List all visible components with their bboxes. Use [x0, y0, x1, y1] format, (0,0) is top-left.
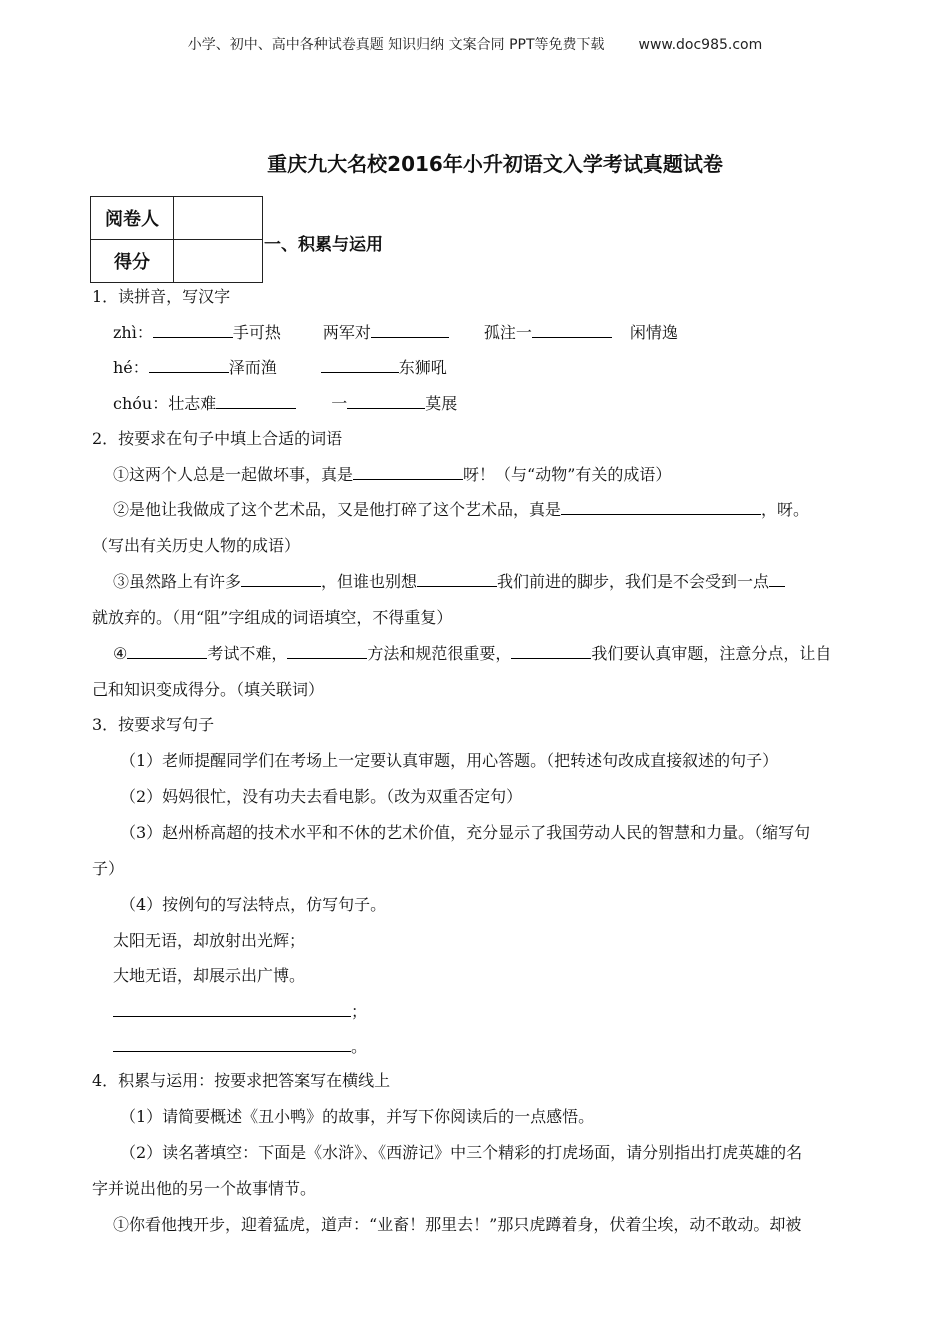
q3-p2: （2）妈妈很忙，没有功夫去看电影。（改为双重否定句）: [120, 787, 523, 806]
answer-blank[interactable]: [347, 393, 425, 409]
q2-title: 2．按要求在句子中填上合适的词语: [92, 429, 343, 448]
q1-title: 1．读拼音，写汉字: [92, 287, 231, 306]
q1-chou-line: [113, 393, 457, 415]
answer-blank[interactable]: [113, 1036, 351, 1052]
q1-zhi-d: 闲情逸: [629, 323, 678, 342]
score-label: 得分: [91, 240, 174, 283]
score-table: [90, 196, 263, 283]
q1-he-label: hé：: [113, 358, 149, 377]
answer-blank[interactable]: [127, 643, 207, 659]
q1-chou-c: 莫展: [425, 394, 458, 413]
q1-zhi-label: zhì：: [113, 323, 153, 342]
answer-blank[interactable]: [287, 643, 367, 659]
q2-s4-b: 考试不难，: [207, 644, 288, 663]
q2-s1-hint: 呀！（与“动物”有关的成语）: [463, 465, 672, 484]
answer-blank[interactable]: [153, 322, 233, 338]
q2-s2-end: ，呀。: [761, 500, 810, 519]
q2-s1: [113, 464, 671, 486]
q3-answer-line-2: [113, 1036, 367, 1058]
q3-p3-cont: 子）: [92, 859, 125, 878]
q2-s4-num: ④: [113, 644, 128, 663]
q2-s3-hint: 就放弃的。（用“阻”字组成的词语填空，不得重复）: [92, 608, 453, 627]
q3-answer-line-1: [113, 1001, 367, 1023]
q1-he-b: 东狮吼: [398, 358, 447, 377]
answer-blank[interactable]: [241, 571, 321, 587]
answer-blank[interactable]: [417, 571, 497, 587]
q1-chou-b: 一: [331, 394, 348, 413]
answer-blank[interactable]: [216, 393, 296, 409]
page-header: [0, 34, 950, 54]
reviewer-label: 阅卷人: [91, 197, 174, 240]
q3-p4: （4）按例句的写法特点，仿写句子。: [120, 895, 387, 914]
page-title: 重庆九大名校2016年小升初语文入学考试真题试卷: [267, 152, 723, 176]
q2-s3-rest: 我们前进的脚步，我们是不会受到一点: [497, 572, 770, 591]
answer-blank[interactable]: [149, 357, 229, 373]
q1-he-line: [113, 357, 447, 379]
section-heading: 一、积累与运用: [264, 235, 383, 255]
q3-end-1: ；: [351, 1002, 368, 1021]
q2-s4: [113, 643, 831, 665]
reviewer-field[interactable]: [174, 197, 263, 240]
answer-blank[interactable]: [511, 643, 591, 659]
answer-blank[interactable]: [371, 322, 449, 338]
q1-zhi-line: [113, 322, 678, 344]
q2-s3-text: ③虽然路上有许多: [113, 572, 242, 591]
q3-example-1: 太阳无语，却放射出光辉；: [113, 931, 306, 950]
answer-blank[interactable]: [561, 499, 761, 515]
q4-p2-cont: 字并说出他的另一个故事情节。: [92, 1179, 317, 1198]
q4-p3: ①你看他拽开步，迎着猛虎，道声：“业畜！那里去！”那只虎蹲着身，伏着尘埃，动不敢动。却被: [113, 1215, 802, 1234]
q2-s3-mid: ，但谁也别想: [321, 572, 418, 591]
q1-chou-label: chóu：壮志难: [113, 394, 217, 413]
q2-s2: [113, 499, 809, 521]
q2-s4-hint: 己和知识变成得分。（填关联词）: [92, 680, 325, 699]
q3-end-2: 。: [351, 1037, 368, 1056]
q2-s3: [113, 571, 785, 593]
header-url[interactable]: www.doc985.com: [638, 37, 763, 53]
q2-s4-d: 我们要认真审题，注意分点，让自: [591, 644, 832, 663]
q4-p2: （2）读名著填空：下面是《水浒》、《西游记》中三个精彩的打虎场面，请分别指出打虎英雄的名: [120, 1143, 803, 1162]
q1-zhi-c: 孤注一: [483, 323, 532, 342]
q1-he-a: 泽而渔: [228, 358, 277, 377]
q4-title: 4．积累与运用：按要求把答案写在横线上: [92, 1071, 391, 1090]
answer-blank[interactable]: [532, 322, 612, 338]
q2-s1-text: ①这两个人总是一起做坏事，真是: [113, 465, 354, 484]
q2-s2-hint: （写出有关历史人物的成语）: [92, 536, 301, 555]
q3-p1: （1）老师提醒同学们在考场上一定要认真审题，用心答题。（把转述句改成直接叙述的句子）: [120, 751, 779, 770]
q3-title: 3．按要求写句子: [92, 715, 215, 734]
score-field[interactable]: [174, 240, 263, 283]
q3-p3: （3）赵州桥高超的技术水平和不休的艺术价值，充分显示了我国劳动人民的智慧和力量。（缩写句: [120, 823, 811, 842]
answer-blank[interactable]: [113, 1001, 351, 1017]
q2-s4-c: 方法和规范很重要，: [367, 644, 512, 663]
answer-blank[interactable]: [353, 464, 463, 480]
q1-zhi-a: 手可热: [232, 323, 281, 342]
q1-zhi-b: 两军对: [322, 323, 371, 342]
q4-p1: （1）请简要概述《丑小鸭》的故事，并写下你阅读后的一点感悟。: [120, 1107, 595, 1126]
answer-blank[interactable]: [321, 357, 399, 373]
answer-blank[interactable]: [769, 571, 785, 587]
q3-example-2: 大地无语，却展示出广博。: [113, 966, 306, 985]
q2-s2-text: ②是他让我做成了这个艺术品，又是他打碎了这个艺术品，真是: [113, 500, 562, 519]
header-text: 小学、初中、高中各种试卷真题 知识归纳 文案合同 PPT等免费下载: [187, 37, 605, 53]
